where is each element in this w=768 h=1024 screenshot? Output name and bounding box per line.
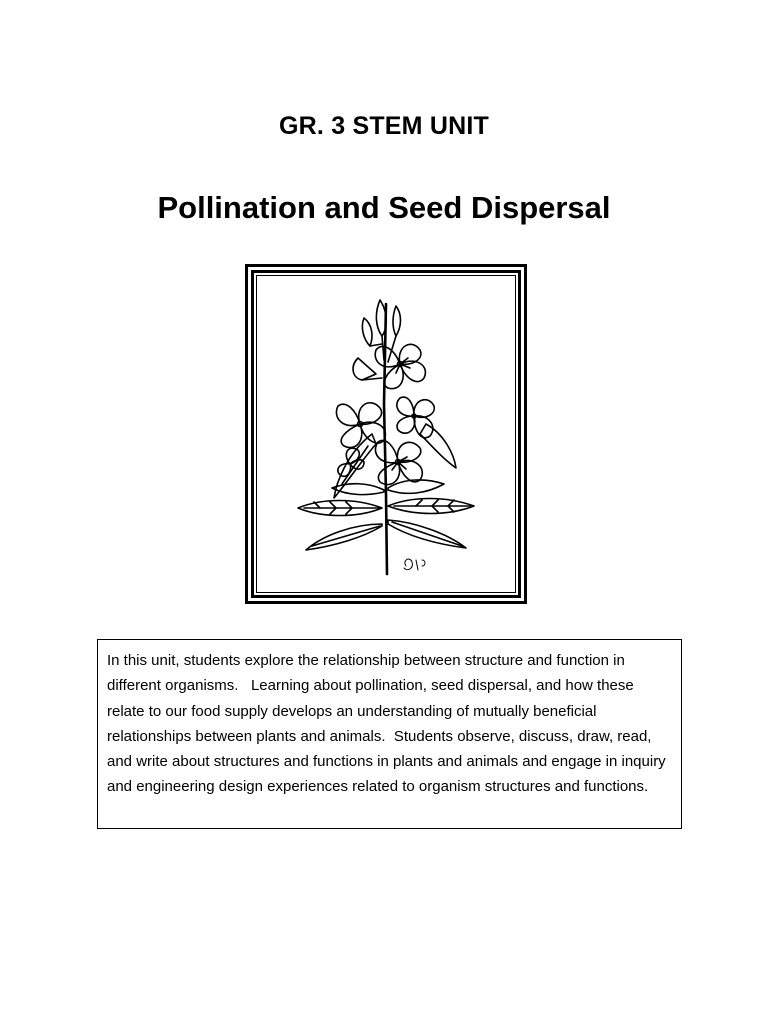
unit-summary-text: In this unit, students explore the relationship between structure and function in different organisms. Learning about pollination, seed dispersal, and how these relate to our food supply develops an understanding of mutually beneficial relationships between plants and animals. Students observe, discuss, draw, read, and write about structures and functions in plants and animals and engage in inquiry and engineering design experiences related to organism structures and functions. <box>107 652 670 796</box>
fireweed-flower-illustration <box>276 284 496 584</box>
unit-label: GR. 3 STEM UNIT <box>279 112 489 140</box>
unit-summary-box <box>97 639 682 829</box>
illustration-frame <box>245 264 527 604</box>
document-title: Pollination and Seed Dispersal <box>157 190 611 225</box>
